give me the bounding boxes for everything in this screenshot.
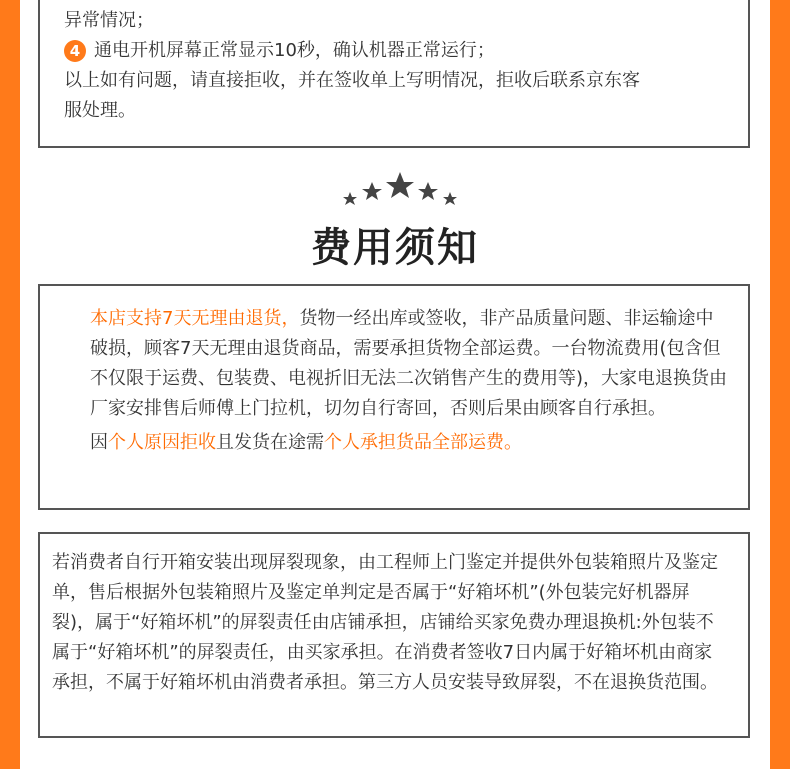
fee-paragraph-1-text: 货物一经出库或签收，非产品质量问题、非运输途中破损，顾客7天无理由退货商品，需要承担货物全部运费。一台物流费用(包含但不仅限于运费、包装费、电视折旧无法二次销售产生的费用等)，大家电退换货由厂家安排售后师傅上门拉机，切勿自行寄回，否则后果由顾客自行承担。 xyxy=(90,308,728,419)
step-4-number-badge: 4 xyxy=(64,40,86,62)
step-4-text: 通电开机屏幕正常显示10秒，确认机器正常运行； xyxy=(94,40,495,61)
fee-p2-mid: 且发货在途需 xyxy=(216,432,324,453)
fee-highlight-refusal: 个人原因拒收 xyxy=(108,432,216,453)
note-line-2: 服处理。 xyxy=(64,100,136,121)
section-header xyxy=(0,168,790,278)
stars-decoration-icon xyxy=(340,172,460,212)
star-icon xyxy=(386,172,414,198)
screen-crack-policy-box xyxy=(38,532,750,738)
fee-highlight-7day: 本店支持7天无理由退货， xyxy=(90,308,300,329)
step-line-partial: 异常情况； xyxy=(64,10,154,31)
fee-paragraph-1 xyxy=(64,304,728,424)
fee-p2-pre: 因 xyxy=(90,432,108,453)
note-line-1: 以上如有问题，请直接拒收，并在签收单上写明情况，拒收后联系京东客 xyxy=(64,70,640,91)
star-icon xyxy=(443,192,457,205)
fee-notice-box xyxy=(38,284,750,510)
star-icon xyxy=(418,182,438,200)
fee-paragraph-2 xyxy=(64,428,728,458)
step-4 xyxy=(64,36,728,66)
fee-highlight-shipping: 个人承担货品全部运费。 xyxy=(324,432,522,453)
inspection-steps-box xyxy=(38,0,750,148)
section-title: 费用须知 xyxy=(311,225,479,271)
star-icon xyxy=(362,182,382,200)
screen-crack-policy-text: 若消费者自行开箱安装出现屏裂现象，由工程师上门鉴定并提供外包装箱照片及鉴定单，售后根据外包装箱照片及鉴定单判定是否属于“好箱坏机”(外包装完好机器屏裂)，属于“好箱坏机”的屏裂责任由店铺承担，店铺给买家免费办理退换机:外包装不属于“好箱坏机”的屏裂责任，由买家承担。在消费者签收7日内属于好箱坏机由商家承担，不属于好箱坏机由消费者承担。第三方人员安装导致屏裂，不在退换货范围。 xyxy=(52,552,718,693)
star-icon xyxy=(343,192,357,205)
